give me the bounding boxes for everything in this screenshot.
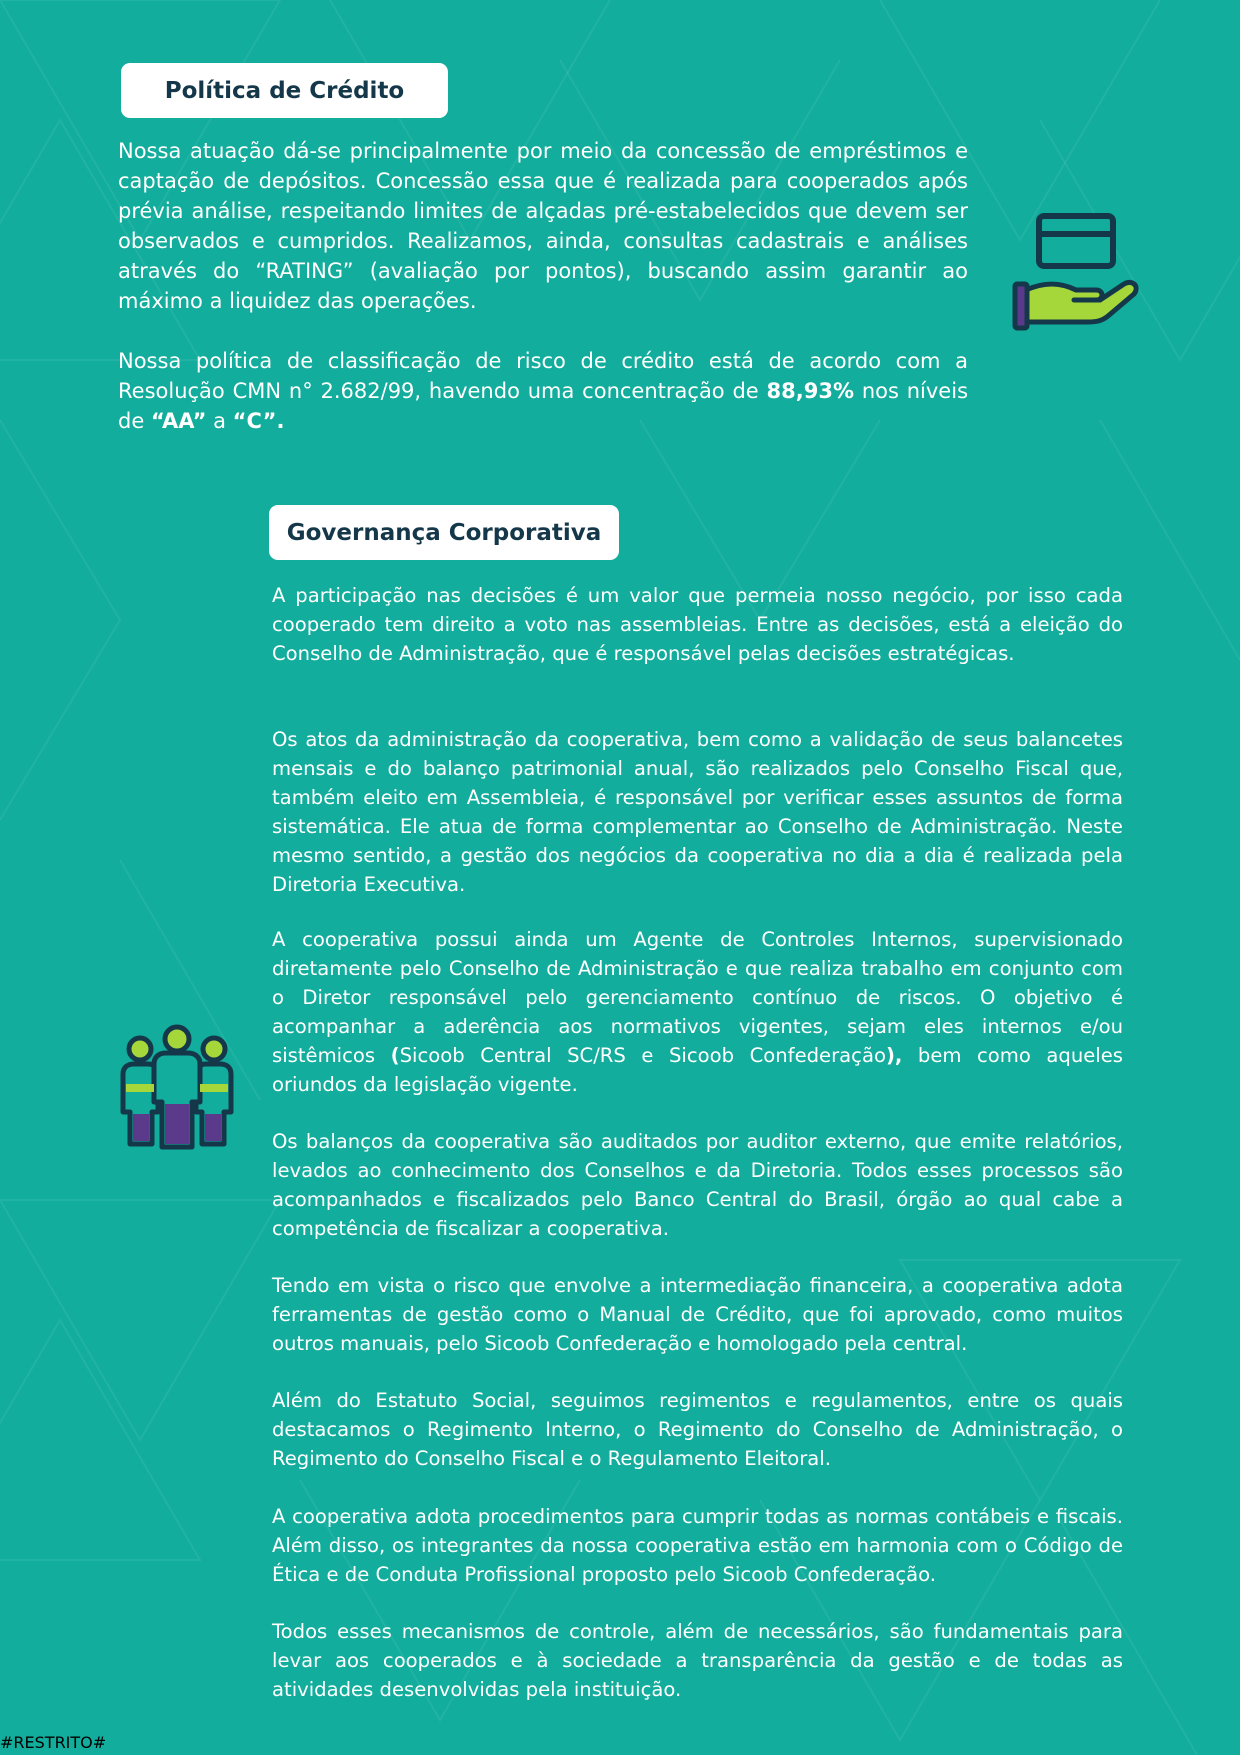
- credit-paragraph-2-text-a: Nossa política de classificação de risco de crédito está de acordo com a Resolução CMN n° 2.682/99, havendo uma concentração de: [118, 349, 968, 403]
- governance-paragraph-8: Todos esses mecanismos de controle, além de necessários, são fundamentais para levar aos cooperados e à sociedade a transparência da gestão e de todas as atividades desenvolvidas pela instituição.: [272, 1620, 1123, 1701]
- credit-paragraph-2: [118, 346, 968, 436]
- level-from: “AA”: [150, 409, 207, 433]
- governance-paragraph-3: [272, 925, 1123, 1099]
- governance-paragraph-3-text-a: A cooperativa possui ainda um Agente de Controles Internos, supervisionado diretamente pelo Conselho de Administração e que realiza trabalho em conjunto com o Diretor responsável pelo gerenciamento contínuo de riscos. O objetivo é acompanhar a aderência aos normativos vigentes, sejam eles internos e/ou sistêmicos: [272, 928, 1123, 1067]
- level-to: “C”.: [232, 409, 285, 433]
- governance-paragraph-1: A participação nas decisões é um valor que permeia nosso negócio, por isso cada cooperado tem direito a voto nas assembleias. Entre as decisões, está a eleição do Conselho de Administração, que é responsável pelas decisões estratégicas.: [272, 584, 1123, 665]
- paren-close: ),: [885, 1044, 903, 1067]
- governance-paragraph-5: Tendo em vista o risco que envolve a intermediação financeira, a cooperativa adota ferramentas de gestão como o Manual de Crédito, que foi aprovado, como muitos outros manuais, pelo Sicoob Confederação e homologado pela central.: [272, 1274, 1123, 1355]
- governance-paragraph-6: Além do Estatuto Social, seguimos regimentos e regulamentos, entre os quais destacamos o Regimento Interno, o Regimento do Conselho de Administração, o Regimento do Conselho Fiscal e o Regulamento Eleitoral.: [272, 1389, 1123, 1470]
- credit-policy-title: Política de Crédito: [164, 77, 405, 104]
- credit-paragraph-2-text-c: a: [206, 409, 233, 433]
- governance-paragraph-7: A cooperativa adota procedimentos para cumprir todas as normas contábeis e fiscais. Além disso, os integrantes da nossa cooperativa estão em harmonia com o Código de Ética e de Conduta Profissional proposto pelo Sicoob Confederação.: [272, 1505, 1123, 1586]
- governance-title: Governança Corporativa: [286, 519, 602, 546]
- credit-paragraph-1: Nossa atuação dá-se principalmente por meio da concessão de empréstimos e captação de depósitos. Concessão essa que é realizada para cooperados após prévia análise, respeitando limites de alçadas pré-estabelecidos que devem ser observados e cumpridos. Realizamos, ainda, consultas cadastrais e análises através do “RATING” (avaliação por pontos), buscando assim garantir ao máximo a liquidez das operações.: [118, 139, 968, 313]
- paren-open: (: [390, 1044, 400, 1067]
- governance-paragraph-3-text-b: bem como aqueles oriundos da legislação vigente.: [272, 1044, 1123, 1096]
- credit-policy-heading: [121, 63, 448, 118]
- governance-heading: [269, 505, 619, 560]
- governance-paragraph-2: Os atos da administração da cooperativa, bem como a validação de seus balancetes mensais e do balanço patrimonial anual, são realizados pelo Conselho Fiscal que, também eleito em Assembleia, é responsável por verificar esses assuntos de forma sistemática. Ele atua de forma complementar ao Conselho de Administração. Neste mesmo sentido, a gestão dos negócios da cooperativa no dia a dia é realizada pela Diretoria Executiva.: [272, 728, 1123, 896]
- governance-paragraph-3-entities: Sicoob Central SC/RS e Sicoob Confederação: [399, 1044, 886, 1067]
- concentration-percent: 88,93%: [766, 379, 855, 403]
- people-group-icon: [118, 1022, 236, 1150]
- credit-paragraph-2-text-b: nos níveis de: [118, 379, 969, 433]
- credit-card-hand-icon: [1012, 212, 1140, 338]
- classification-tag: #RESTRITO#: [0, 1733, 107, 1752]
- governance-paragraph-4: Os balanços da cooperativa são auditados por auditor externo, que emite relatórios, levados ao conhecimento dos Conselhos e da Diretoria. Todos esses processos são acompanhados e fiscalizados pelo Banco Central do Brasil, órgão ao qual cabe a competência de fiscalizar a cooperativa.: [272, 1130, 1123, 1240]
